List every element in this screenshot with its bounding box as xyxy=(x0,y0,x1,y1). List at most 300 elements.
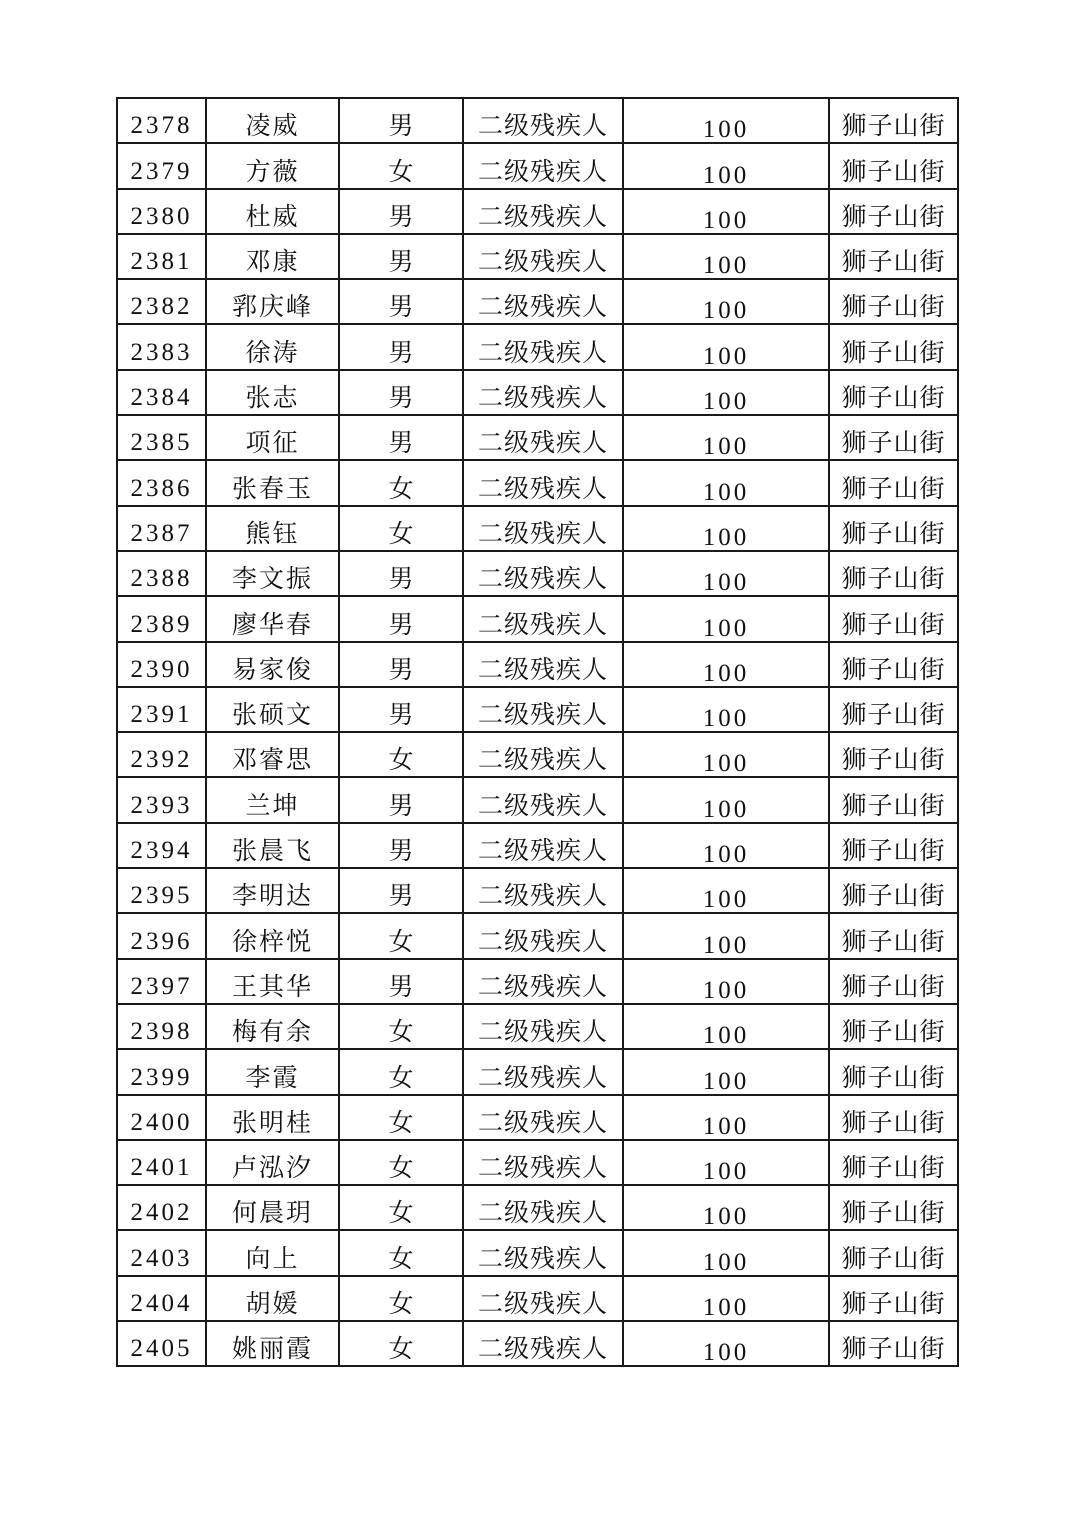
cell-name-text: 姚丽霞 xyxy=(231,1334,313,1364)
table-row xyxy=(117,189,958,234)
cell-gender-text: 女 xyxy=(388,1107,414,1137)
cell-amount-text: 100 xyxy=(702,569,750,597)
cell-street-text: 狮子山街 xyxy=(841,881,946,911)
cell-category xyxy=(463,823,623,868)
cell-amount-text: 100 xyxy=(702,206,750,234)
cell-name xyxy=(206,596,339,641)
cell-category-text: 二级残疾人 xyxy=(477,654,608,684)
cell-amount xyxy=(623,506,829,551)
cell-street xyxy=(829,823,958,868)
cell-category-text: 二级残疾人 xyxy=(477,247,608,277)
table-row xyxy=(117,1276,958,1321)
cell-gender-text: 男 xyxy=(388,111,414,141)
cell-category xyxy=(463,642,623,687)
cell-name-text: 梅有余 xyxy=(231,1017,313,1047)
cell-gender-text: 女 xyxy=(388,1062,414,1092)
cell-amount-text: 100 xyxy=(702,705,750,733)
cell-number-text: 2393 xyxy=(130,791,193,819)
cell-number-text: 2399 xyxy=(130,1063,193,1091)
cell-street-text: 狮子山街 xyxy=(841,745,946,775)
cell-amount-text: 100 xyxy=(702,116,750,144)
cell-number xyxy=(117,551,206,596)
cell-name-text: 邓康 xyxy=(245,247,300,277)
cell-number-text: 2398 xyxy=(130,1018,193,1046)
cell-gender-text: 女 xyxy=(388,745,414,775)
cell-gender-text: 女 xyxy=(388,156,414,186)
cell-category xyxy=(463,1185,623,1230)
cell-gender-text: 男 xyxy=(388,383,414,413)
cell-street-text: 狮子山街 xyxy=(841,518,946,548)
cell-category-text: 二级残疾人 xyxy=(477,1289,608,1319)
cell-number xyxy=(117,460,206,505)
table-row xyxy=(117,234,958,279)
cell-amount-text: 100 xyxy=(702,388,750,416)
cell-number xyxy=(117,959,206,1004)
cell-street-text: 狮子山街 xyxy=(841,247,946,277)
cell-name-text: 项征 xyxy=(245,428,300,458)
cell-name-text: 方薇 xyxy=(245,156,300,186)
cell-gender-text: 男 xyxy=(388,881,414,911)
cell-street xyxy=(829,370,958,415)
cell-number xyxy=(117,98,206,143)
cell-category xyxy=(463,596,623,641)
cell-category xyxy=(463,687,623,732)
cell-name xyxy=(206,1185,339,1230)
cell-number-text: 2396 xyxy=(130,927,193,955)
cell-number xyxy=(117,1185,206,1230)
cell-number-text: 2390 xyxy=(130,655,193,683)
cell-number-text: 2379 xyxy=(130,157,193,185)
cell-amount xyxy=(623,1185,829,1230)
cell-amount xyxy=(623,143,829,188)
cell-name-text: 徐梓悦 xyxy=(231,926,313,956)
cell-street-text: 狮子山街 xyxy=(841,1062,946,1092)
cell-street-text: 狮子山街 xyxy=(841,1107,946,1137)
cell-number-text: 2397 xyxy=(130,972,193,1000)
cell-street-text: 狮子山街 xyxy=(841,790,946,820)
cell-amount-text: 100 xyxy=(702,841,750,869)
cell-number xyxy=(117,596,206,641)
cell-gender-text: 女 xyxy=(388,1334,414,1364)
cell-name xyxy=(206,234,339,279)
cell-street-text: 狮子山街 xyxy=(841,1198,946,1228)
cell-number-text: 2405 xyxy=(130,1335,193,1363)
cell-street-text: 狮子山街 xyxy=(841,609,946,639)
roster-table xyxy=(116,97,959,1367)
cell-number xyxy=(117,1004,206,1049)
table-row xyxy=(117,823,958,868)
cell-street-text: 狮子山街 xyxy=(841,836,946,866)
cell-amount-text: 100 xyxy=(702,1112,750,1140)
table-row xyxy=(117,868,958,913)
cell-name-text: 李明达 xyxy=(231,881,313,911)
table-row xyxy=(117,279,958,324)
cell-name-text: 凌威 xyxy=(245,111,300,141)
cell-category-text: 二级残疾人 xyxy=(477,836,608,866)
cell-amount-text: 100 xyxy=(702,886,750,914)
cell-amount-text: 100 xyxy=(702,478,750,506)
cell-gender-text: 女 xyxy=(388,1153,414,1183)
cell-name-text: 胡媛 xyxy=(245,1289,300,1319)
cell-number-text: 2388 xyxy=(130,565,193,593)
cell-gender-text: 男 xyxy=(388,337,414,367)
cell-number xyxy=(117,732,206,777)
cell-category xyxy=(463,732,623,777)
cell-street-text: 狮子山街 xyxy=(841,337,946,367)
cell-street-text: 狮子山街 xyxy=(841,971,946,1001)
cell-category xyxy=(463,143,623,188)
cell-name xyxy=(206,415,339,460)
cell-category-text: 二级残疾人 xyxy=(477,201,608,231)
cell-amount xyxy=(623,1095,829,1140)
cell-name-text: 易家俊 xyxy=(231,654,313,684)
cell-number-text: 2392 xyxy=(130,746,193,774)
table-row xyxy=(117,1321,958,1366)
cell-amount xyxy=(623,234,829,279)
cell-category-text: 二级残疾人 xyxy=(477,971,608,1001)
cell-amount xyxy=(623,551,829,596)
cell-amount xyxy=(623,1321,829,1366)
cell-category xyxy=(463,1140,623,1185)
cell-category-text: 二级残疾人 xyxy=(477,926,608,956)
cell-street xyxy=(829,868,958,913)
cell-number-text: 2385 xyxy=(130,429,193,457)
cell-amount-text: 100 xyxy=(702,659,750,687)
cell-gender xyxy=(339,913,463,958)
cell-name-text: 张志 xyxy=(245,383,300,413)
table-row xyxy=(117,959,958,1004)
cell-gender xyxy=(339,642,463,687)
cell-amount-text: 100 xyxy=(702,1022,750,1050)
cell-number xyxy=(117,234,206,279)
cell-gender-text: 男 xyxy=(388,700,414,730)
cell-street-text: 狮子山街 xyxy=(841,428,946,458)
cell-street xyxy=(829,642,958,687)
cell-name xyxy=(206,1321,339,1366)
cell-amount xyxy=(623,823,829,868)
cell-number-text: 2394 xyxy=(130,837,193,865)
cell-number-text: 2384 xyxy=(130,384,193,412)
cell-street xyxy=(829,460,958,505)
cell-name xyxy=(206,1276,339,1321)
table-row xyxy=(117,551,958,596)
cell-number xyxy=(117,642,206,687)
cell-gender xyxy=(339,324,463,369)
cell-category xyxy=(463,415,623,460)
cell-gender-text: 女 xyxy=(388,518,414,548)
cell-category xyxy=(463,1230,623,1275)
cell-gender xyxy=(339,460,463,505)
cell-category xyxy=(463,1276,623,1321)
cell-amount xyxy=(623,687,829,732)
cell-category-text: 二级残疾人 xyxy=(477,1334,608,1364)
cell-name-text: 向上 xyxy=(245,1243,300,1273)
cell-street xyxy=(829,1004,958,1049)
roster-table-body xyxy=(117,98,958,1366)
cell-amount-text: 100 xyxy=(702,1248,750,1276)
cell-street-text: 狮子山街 xyxy=(841,654,946,684)
cell-name xyxy=(206,777,339,822)
cell-number xyxy=(117,1276,206,1321)
cell-amount-text: 100 xyxy=(702,433,750,461)
cell-category-text: 二级残疾人 xyxy=(477,881,608,911)
cell-street-text: 狮子山街 xyxy=(841,292,946,322)
cell-number-text: 2382 xyxy=(130,293,193,321)
cell-gender-text: 女 xyxy=(388,1198,414,1228)
cell-name xyxy=(206,1140,339,1185)
table-row xyxy=(117,1185,958,1230)
table-row xyxy=(117,415,958,460)
cell-gender-text: 男 xyxy=(388,247,414,277)
cell-street xyxy=(829,913,958,958)
cell-street xyxy=(829,415,958,460)
cell-name-text: 李霞 xyxy=(245,1062,300,1092)
cell-street xyxy=(829,1140,958,1185)
table-row xyxy=(117,732,958,777)
cell-gender xyxy=(339,596,463,641)
table-row xyxy=(117,1049,958,1094)
cell-gender xyxy=(339,1276,463,1321)
cell-number xyxy=(117,868,206,913)
cell-gender xyxy=(339,279,463,324)
cell-amount-text: 100 xyxy=(702,297,750,325)
cell-street xyxy=(829,1049,958,1094)
cell-amount xyxy=(623,415,829,460)
cell-category xyxy=(463,868,623,913)
cell-street xyxy=(829,189,958,234)
cell-gender xyxy=(339,777,463,822)
cell-amount xyxy=(623,596,829,641)
cell-name-text: 张明桂 xyxy=(231,1107,313,1137)
cell-gender xyxy=(339,868,463,913)
cell-gender-text: 男 xyxy=(388,428,414,458)
cell-amount-text: 100 xyxy=(702,1067,750,1095)
cell-amount xyxy=(623,868,829,913)
cell-number-text: 2386 xyxy=(130,474,193,502)
cell-category-text: 二级残疾人 xyxy=(477,1243,608,1273)
cell-category xyxy=(463,551,623,596)
table-row xyxy=(117,687,958,732)
cell-name-text: 王其华 xyxy=(231,971,313,1001)
cell-amount-text: 100 xyxy=(702,523,750,551)
cell-street xyxy=(829,234,958,279)
cell-number xyxy=(117,415,206,460)
cell-category-text: 二级残疾人 xyxy=(477,156,608,186)
cell-street xyxy=(829,959,958,1004)
cell-gender xyxy=(339,1004,463,1049)
cell-name-text: 卢泓汐 xyxy=(231,1153,313,1183)
cell-category-text: 二级残疾人 xyxy=(477,1017,608,1047)
cell-gender-text: 男 xyxy=(388,564,414,594)
cell-name xyxy=(206,324,339,369)
cell-gender xyxy=(339,234,463,279)
cell-amount-text: 100 xyxy=(702,976,750,1004)
cell-name xyxy=(206,959,339,1004)
table-row xyxy=(117,324,958,369)
cell-gender xyxy=(339,687,463,732)
cell-number-text: 2381 xyxy=(130,248,193,276)
cell-category-text: 二级残疾人 xyxy=(477,111,608,141)
cell-street-text: 狮子山街 xyxy=(841,383,946,413)
cell-amount xyxy=(623,959,829,1004)
cell-gender-text: 男 xyxy=(388,201,414,231)
cell-street xyxy=(829,1095,958,1140)
cell-gender-text: 男 xyxy=(388,292,414,322)
cell-category-text: 二级残疾人 xyxy=(477,700,608,730)
cell-amount-text: 100 xyxy=(702,795,750,823)
cell-number xyxy=(117,777,206,822)
cell-name xyxy=(206,1049,339,1094)
cell-amount xyxy=(623,279,829,324)
cell-category xyxy=(463,189,623,234)
cell-gender xyxy=(339,1095,463,1140)
cell-amount xyxy=(623,642,829,687)
cell-name xyxy=(206,823,339,868)
cell-amount-text: 100 xyxy=(702,750,750,778)
cell-gender xyxy=(339,823,463,868)
cell-name-text: 邓睿思 xyxy=(231,745,313,775)
cell-gender-text: 女 xyxy=(388,926,414,956)
cell-gender xyxy=(339,415,463,460)
cell-street-text: 狮子山街 xyxy=(841,201,946,231)
cell-gender-text: 女 xyxy=(388,1243,414,1273)
cell-street xyxy=(829,143,958,188)
cell-street-text: 狮子山街 xyxy=(841,473,946,503)
cell-number xyxy=(117,1049,206,1094)
cell-name-text: 廖华春 xyxy=(231,609,313,639)
cell-category xyxy=(463,370,623,415)
cell-number-text: 2395 xyxy=(130,882,193,910)
cell-category-text: 二级残疾人 xyxy=(477,518,608,548)
cell-street xyxy=(829,777,958,822)
cell-category-text: 二级残疾人 xyxy=(477,1198,608,1228)
cell-number-text: 2383 xyxy=(130,338,193,366)
cell-category-text: 二级残疾人 xyxy=(477,337,608,367)
cell-category-text: 二级残疾人 xyxy=(477,473,608,503)
cell-category-text: 二级残疾人 xyxy=(477,1153,608,1183)
cell-gender-text: 男 xyxy=(388,654,414,684)
cell-amount-text: 100 xyxy=(702,1339,750,1367)
cell-street xyxy=(829,279,958,324)
cell-number xyxy=(117,506,206,551)
cell-amount xyxy=(623,324,829,369)
table-row xyxy=(117,777,958,822)
cell-name-text: 张晨飞 xyxy=(231,836,313,866)
cell-number xyxy=(117,1230,206,1275)
cell-category xyxy=(463,913,623,958)
cell-amount-text: 100 xyxy=(702,614,750,642)
cell-street-text: 狮子山街 xyxy=(841,1153,946,1183)
cell-gender xyxy=(339,551,463,596)
cell-number xyxy=(117,913,206,958)
cell-category-text: 二级残疾人 xyxy=(477,790,608,820)
cell-gender-text: 男 xyxy=(388,836,414,866)
cell-number xyxy=(117,324,206,369)
cell-street-text: 狮子山街 xyxy=(841,156,946,186)
cell-category-text: 二级残疾人 xyxy=(477,1062,608,1092)
cell-gender xyxy=(339,1321,463,1366)
cell-category xyxy=(463,460,623,505)
cell-category xyxy=(463,279,623,324)
table-row xyxy=(117,506,958,551)
cell-street xyxy=(829,596,958,641)
cell-number xyxy=(117,1321,206,1366)
cell-number xyxy=(117,687,206,732)
cell-category xyxy=(463,98,623,143)
cell-street-text: 狮子山街 xyxy=(841,1017,946,1047)
cell-number xyxy=(117,370,206,415)
cell-name-text: 熊钰 xyxy=(245,518,300,548)
cell-category-text: 二级残疾人 xyxy=(477,292,608,322)
cell-name xyxy=(206,1230,339,1275)
cell-number xyxy=(117,143,206,188)
cell-amount-text: 100 xyxy=(702,342,750,370)
cell-gender xyxy=(339,98,463,143)
cell-amount xyxy=(623,1140,829,1185)
cell-category xyxy=(463,324,623,369)
cell-category xyxy=(463,1321,623,1366)
cell-number xyxy=(117,279,206,324)
cell-street-text: 狮子山街 xyxy=(841,926,946,956)
cell-street-text: 狮子山街 xyxy=(841,700,946,730)
cell-category-text: 二级残疾人 xyxy=(477,745,608,775)
cell-amount xyxy=(623,732,829,777)
cell-name-text: 徐涛 xyxy=(245,337,300,367)
cell-name-text: 兰坤 xyxy=(245,790,300,820)
cell-street xyxy=(829,732,958,777)
cell-amount xyxy=(623,460,829,505)
cell-name xyxy=(206,1095,339,1140)
cell-amount-text: 100 xyxy=(702,1294,750,1322)
cell-amount xyxy=(623,777,829,822)
table-row xyxy=(117,143,958,188)
cell-street-text: 狮子山街 xyxy=(841,111,946,141)
cell-street-text: 狮子山街 xyxy=(841,564,946,594)
table-row xyxy=(117,642,958,687)
cell-number-text: 2404 xyxy=(130,1290,193,1318)
table-row xyxy=(117,1095,958,1140)
cell-number-text: 2380 xyxy=(130,202,193,230)
cell-gender-text: 女 xyxy=(388,1017,414,1047)
cell-amount xyxy=(623,98,829,143)
cell-amount-text: 100 xyxy=(702,161,750,189)
cell-street-text: 狮子山街 xyxy=(841,1334,946,1364)
cell-name xyxy=(206,189,339,234)
cell-name xyxy=(206,1004,339,1049)
table-row xyxy=(117,460,958,505)
cell-name xyxy=(206,279,339,324)
cell-street xyxy=(829,98,958,143)
cell-name-text: 张硕文 xyxy=(231,700,313,730)
cell-gender xyxy=(339,506,463,551)
table-row xyxy=(117,370,958,415)
cell-amount xyxy=(623,370,829,415)
cell-gender-text: 女 xyxy=(388,473,414,503)
cell-gender-text: 女 xyxy=(388,1289,414,1319)
cell-name-text: 郛庆峰 xyxy=(231,292,313,322)
cell-number-text: 2403 xyxy=(130,1244,193,1272)
cell-name xyxy=(206,732,339,777)
cell-street-text: 狮子山街 xyxy=(841,1243,946,1273)
cell-name xyxy=(206,551,339,596)
cell-number-text: 2402 xyxy=(130,1199,193,1227)
cell-gender xyxy=(339,1230,463,1275)
cell-category-text: 二级残疾人 xyxy=(477,428,608,458)
cell-number-text: 2378 xyxy=(130,112,193,140)
cell-number xyxy=(117,1140,206,1185)
cell-gender xyxy=(339,1140,463,1185)
cell-number xyxy=(117,1095,206,1140)
